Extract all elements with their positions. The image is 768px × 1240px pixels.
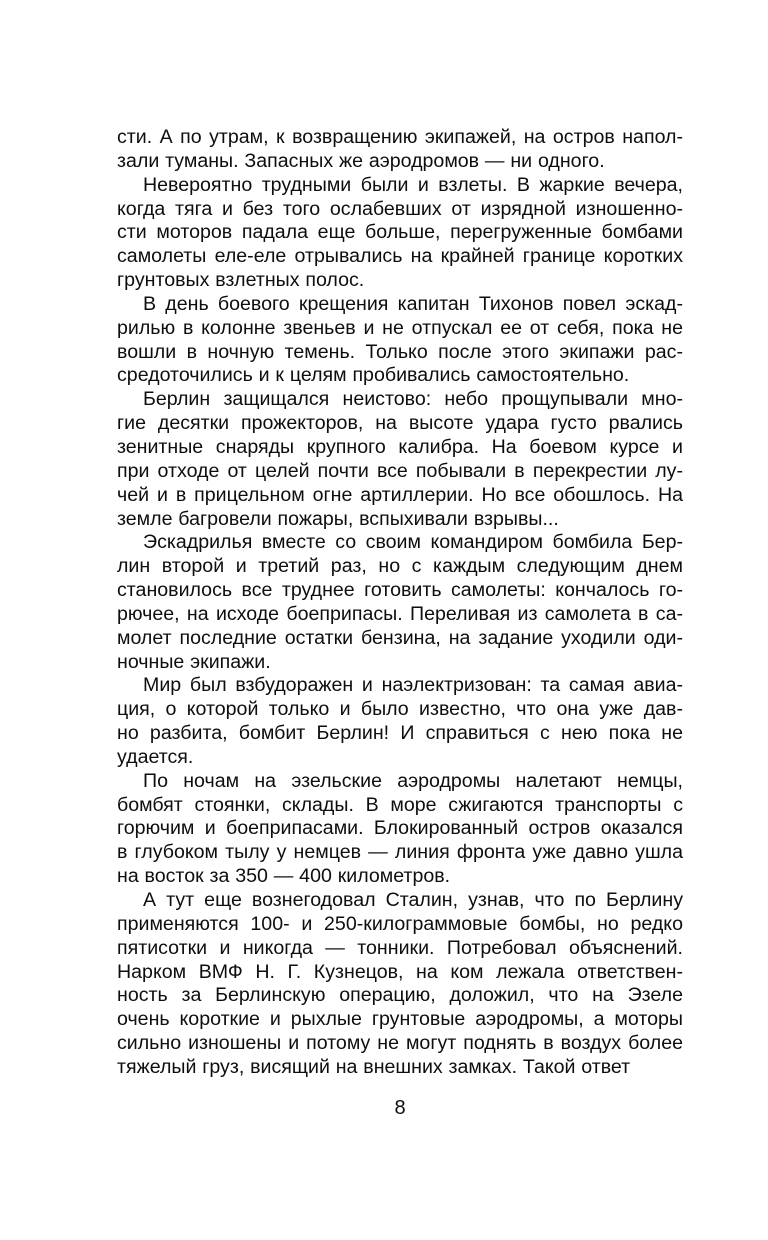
text-line: при отходе от целей почти все побывали в перекрестии лу- bbox=[117, 459, 683, 482]
text-line: земле багровели пожары, вспыхивали взрывы... bbox=[117, 507, 559, 530]
text-line: сильно изношены и потому не могут поднять в воздух более bbox=[117, 1032, 683, 1055]
text-line: ночные экипажи. bbox=[117, 650, 271, 673]
text-line: пятисотки и никогда — тонники. Потребовал объяснений. bbox=[117, 936, 683, 959]
text-line: на восток за 350 — 400 километров. bbox=[117, 865, 451, 888]
text-line: Эскадрилья вместе со своим командиром бомбила Бер- bbox=[143, 531, 683, 554]
text-line: рилью в колонне звеньев и не отпускал ее от себя, пока не bbox=[117, 316, 683, 339]
text-line: бомбят стоянки, склады. В море сжигаются транспорты с bbox=[117, 793, 683, 816]
text-line: средоточились и к целям пробивались самостоятельно. bbox=[117, 364, 630, 387]
text-line: Нарком ВМФ Н. Г. Кузнецов, на ком лежала ответствен- bbox=[117, 960, 683, 983]
text-line: Невероятно трудными были и взлеты. В жаркие вечера, bbox=[143, 173, 683, 196]
text-line: чей и в прицельном огне артиллерии. Но все обошлось. На bbox=[117, 483, 683, 506]
text-line: сти. А по утрам, к возвращению экипажей, на остров напол- bbox=[117, 126, 683, 148]
text-line: тяжелый груз, висящий на внешних замках. Такой ответ bbox=[117, 1055, 631, 1078]
text-line: грунтовых взлетных полос. bbox=[117, 269, 365, 292]
text-line: сти моторов падала еще больше, перегруженные бомбами bbox=[117, 221, 683, 244]
text-line: горючим и боеприпасами. Блокированный остров оказался bbox=[117, 817, 683, 840]
text-line: ность за Берлинскую операцию, доложил, что на Эзеле bbox=[117, 984, 683, 1007]
text-line: когда тяга и без того ослабевших от изрядной изношенно- bbox=[117, 197, 683, 220]
text-line: вошли в ночную темень. Только после этого экипажи рас- bbox=[117, 340, 683, 363]
text-line: Мир был взбудоражен и наэлектризован: та самая авиа- bbox=[143, 674, 683, 697]
text-line: зали туманы. Запасных же аэродромов — ни одного. bbox=[117, 149, 605, 172]
page-number: 8 bbox=[394, 1097, 406, 1119]
text-line: зенитные снаряды крупного калибра. На боевом курсе и bbox=[117, 435, 683, 458]
text-line: Берлин защищался неистово: небо прощупывали мно- bbox=[143, 388, 683, 411]
text-line: ция, о которой только и было известно, что она уже дав- bbox=[117, 698, 683, 721]
text-block bbox=[117, 126, 683, 1080]
text-line: в глубоком тылу у немцев — линия фронта уже давно ушла bbox=[117, 841, 683, 864]
text-line: очень короткие и рыхлые грунтовые аэродромы, а моторы bbox=[117, 1008, 683, 1031]
text-line: В день боевого крещения капитан Тихонов повел эскад- bbox=[143, 292, 683, 315]
text-line: но разбита, бомбит Берлин! И справиться с нею пока не bbox=[117, 722, 683, 745]
text-line: удается. bbox=[117, 745, 194, 768]
text-line: самолеты еле-еле отрывались на крайней границе коротких bbox=[117, 245, 683, 268]
text-line: становилось все труднее готовить самолеты: кончалось го- bbox=[117, 579, 683, 602]
text-line: лин второй и третий раз, но с каждым следующим днем bbox=[117, 555, 683, 578]
text-line: применяются 100- и 250-килограммовые бомбы, но редко bbox=[117, 912, 683, 935]
text-line: молет последние остатки бензина, на задание уходили оди- bbox=[117, 626, 683, 649]
text-line: гие десятки прожекторов, на высоте удара густо рвались bbox=[117, 412, 683, 435]
text-line: А тут еще вознегодовал Сталин, узнав, что по Берлину bbox=[143, 889, 683, 911]
text-line: рючее, на исходе боеприпасы. Переливая из самолета в са- bbox=[117, 602, 683, 625]
text-line: По ночам на эзельские аэродромы налетают немцы, bbox=[143, 769, 683, 792]
